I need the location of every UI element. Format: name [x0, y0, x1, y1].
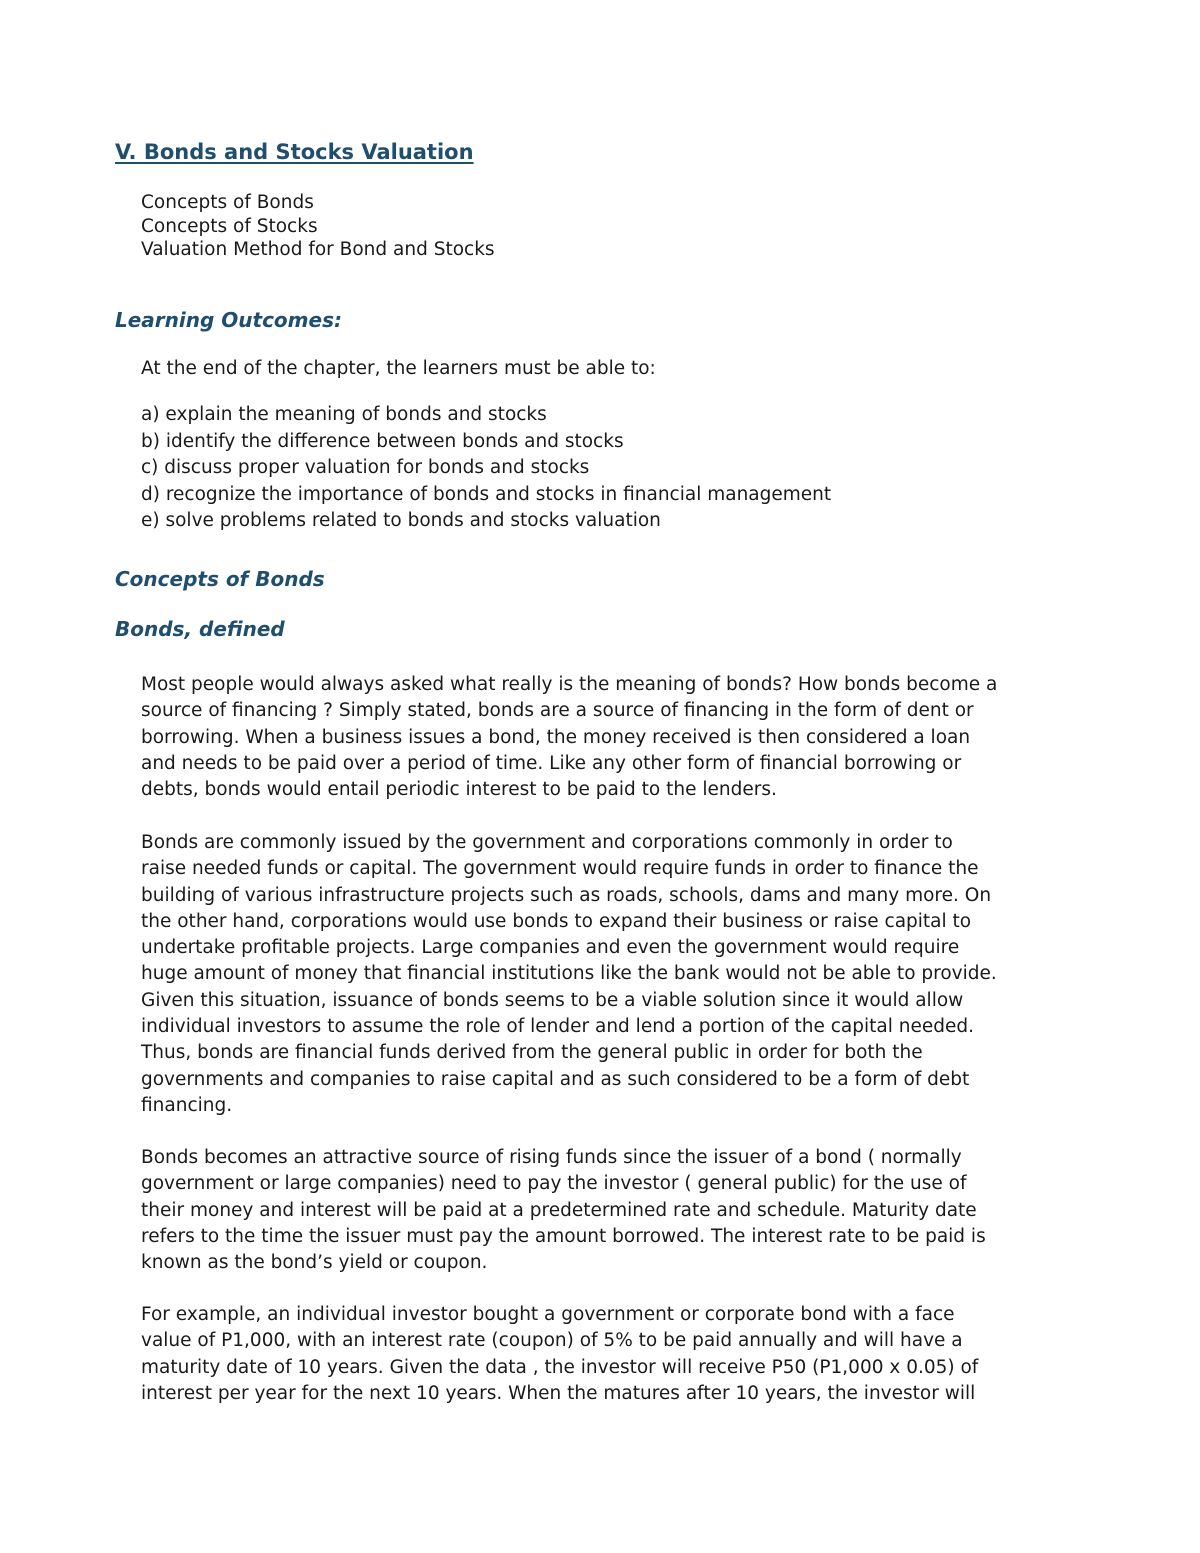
topic-item: Valuation Method for Bond and Stocks [141, 239, 495, 260]
text-line: maturity date of 10 years. Given the data , the investor will receive P50 (P1,000 x 0.05) of [141, 1356, 979, 1378]
text-line: source of financing ? Simply stated, bonds are a source of financing in the form of dent or [141, 700, 974, 722]
outcome-item: b) identify the difference between bonds and stocks [141, 430, 624, 452]
text-line: Most people would always asked what really is the meaning of bonds? How bonds become a [141, 674, 998, 695]
text-line: huge amount of money that financial institutions like the bank would not be able to provide. [141, 963, 997, 985]
text-line: For example, an individual investor bought a government or corporate bond with a face [141, 1304, 955, 1325]
paragraph-bonds-meaning [141, 672, 1061, 803]
paragraph-bonds-issuers [141, 830, 1061, 1119]
outcome-item: c) discuss proper valuation for bonds and stocks [141, 457, 590, 478]
learning-outcomes-intro: At the end of the chapter, the learners must be able to: [141, 358, 656, 379]
learning-outcomes-heading: Learning Outcomes: [115, 308, 342, 332]
text-line: government or large companies) need to pay the investor ( general public) for the use of [141, 1173, 967, 1195]
text-line: their money and interest will be paid at a predetermined rate and schedule. Maturity date [141, 1199, 977, 1221]
text-line: Thus, bonds are financial funds derived from the general public in order for both the [141, 1042, 923, 1064]
text-line: and needs to be paid over a period of time. Like any other form of financial borrowing or [141, 752, 962, 774]
text-line: borrowing. When a business issues a bond, the money received is then considered a loan [141, 726, 971, 748]
chapter-title: V. Bonds and Stocks Valuation [115, 140, 474, 164]
text-line: interest per year for the next 10 years. When the matures after 10 years, the investor will [141, 1382, 976, 1404]
text-line: Bonds becomes an attractive source of rising funds since the issuer of a bond ( normally [141, 1147, 962, 1168]
text-line: value of P1,000, with an interest rate (coupon) of 5% to be paid annually and will have a [141, 1330, 963, 1352]
learning-outcomes-list [141, 402, 831, 535]
text-line: debts, bonds would entail periodic interest to be paid to the lenders. [141, 779, 777, 801]
text-line: Given this situation, issuance of bonds seems to be a viable solution since it would allow [141, 989, 964, 1011]
text-line: governments and companies to raise capital and as such considered to be a form of debt [141, 1068, 970, 1090]
outcome-item: d) recognize the importance of bonds and stocks in financial management [141, 483, 832, 505]
text-line: individual investors to assume the role of lender and lend a portion of the capital needed. [141, 1016, 974, 1038]
concepts-of-bonds-heading: Concepts of Bonds [115, 567, 325, 591]
paragraph-bonds-example [141, 1302, 1061, 1407]
text-line: building of various infrastructure projects such as roads, schools, dams and many more. On [141, 884, 992, 906]
topic-item: Concepts of Bonds [141, 192, 314, 213]
text-line: refers to the time the issuer must pay the amount borrowed. The interest rate to be paid is [141, 1225, 986, 1247]
text-line: undertake profitable projects. Large companies and even the government would require [141, 937, 960, 959]
paragraph-bonds-attractive [141, 1145, 1061, 1276]
text-line: financing. [141, 1094, 233, 1116]
topic-list [141, 191, 495, 262]
text-line: known as the bond’s yield or coupon. [141, 1252, 488, 1274]
topic-item: Concepts of Stocks [141, 215, 318, 237]
text-line: raise needed funds or capital. The government would require funds in order to finance the [141, 858, 979, 880]
outcome-item: a) explain the meaning of bonds and stocks [141, 404, 547, 425]
outcome-item: e) solve problems related to bonds and stocks valuation [141, 510, 661, 531]
text-line: the other hand, corporations would use bonds to expand their business or raise capital to [141, 910, 972, 932]
text-line: Bonds are commonly issued by the government and corporations commonly in order to [141, 832, 953, 853]
bonds-defined-heading: Bonds, defined [115, 617, 285, 641]
